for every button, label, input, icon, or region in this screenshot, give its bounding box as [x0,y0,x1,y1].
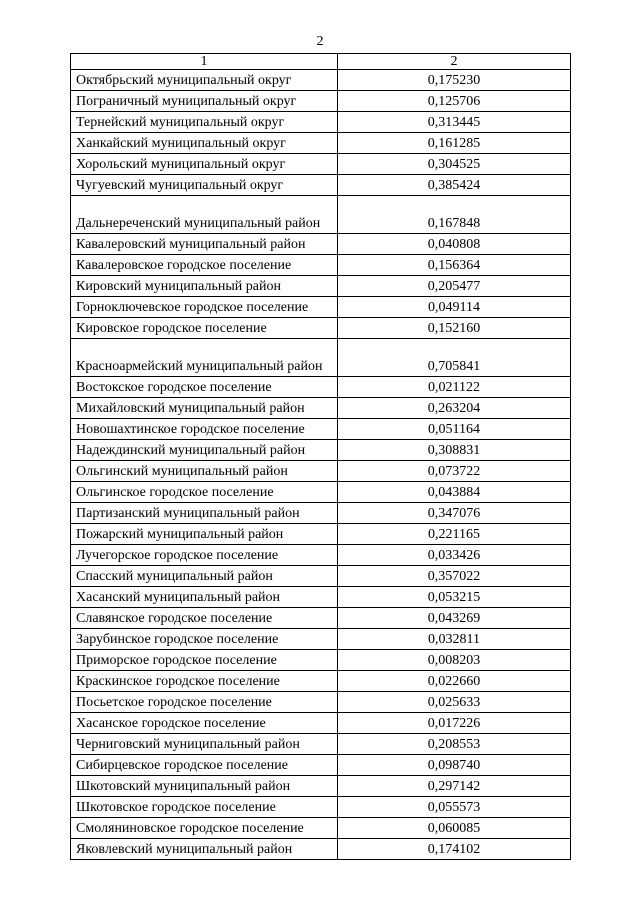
coefficient-value-cell: 0,705841 [338,339,571,377]
territory-name-cell: Надеждинский муниципальный район [71,440,338,461]
territory-name-cell: Хасанский муниципальный район [71,587,338,608]
territory-name-cell: Дальнереченский муниципальный район [71,196,338,234]
table-row [71,440,571,461]
coefficient-value-cell: 0,022660 [338,671,571,692]
table-row [71,339,571,377]
page-number: 2 [316,34,324,49]
table-row [71,318,571,339]
coefficient-value-cell: 0,174102 [338,839,571,860]
territory-name-cell: Востокское городское поселение [71,377,338,398]
territory-name-cell: Хорольский муниципальный округ [71,154,338,175]
coefficient-value-cell: 0,385424 [338,175,571,196]
coefficient-value-cell: 0,297142 [338,776,571,797]
territory-name-cell: Шкотовский муниципальный район [71,776,338,797]
coefficient-value-cell: 0,313445 [338,112,571,133]
coefficient-value-cell: 0,221165 [338,524,571,545]
table-row [71,818,571,839]
territory-name-cell: Хасанское городское поселение [71,713,338,734]
coefficient-value-cell: 0,055573 [338,797,571,818]
table-body [71,70,571,860]
coefficient-value-cell: 0,205477 [338,276,571,297]
coefficient-value-cell: 0,043884 [338,482,571,503]
coefficient-value-cell: 0,033426 [338,545,571,566]
territory-name-cell: Шкотовское городское поселение [71,797,338,818]
territory-name-cell: Сибирцевское городское поселение [71,755,338,776]
territory-name-cell: Партизанский муниципальный район [71,503,338,524]
table-row [71,276,571,297]
territory-name-cell: Краскинское городское поселение [71,671,338,692]
coefficient-value-cell: 0,208553 [338,734,571,755]
coefficient-value-cell: 0,161285 [338,133,571,154]
coefficient-value-cell: 0,043269 [338,608,571,629]
table-row [71,461,571,482]
coefficient-value-cell: 0,051164 [338,419,571,440]
territory-name-cell: Ольгинский муниципальный район [71,461,338,482]
coefficient-value-cell: 0,304525 [338,154,571,175]
table-row [71,629,571,650]
coefficient-value-cell: 0,017226 [338,713,571,734]
territory-name-cell: Черниговский муниципальный район [71,734,338,755]
territory-name-cell: Пограничный муниципальный округ [71,91,338,112]
coefficient-value-cell: 0,263204 [338,398,571,419]
territory-name-cell: Кировский муниципальный район [71,276,338,297]
coefficient-value-cell: 0,167848 [338,196,571,234]
table-row [71,566,571,587]
coefficient-value-cell: 0,125706 [338,91,571,112]
table-row [71,671,571,692]
territory-name-cell: Михайловский муниципальный район [71,398,338,419]
table-row [71,692,571,713]
coefficient-value-cell: 0,040808 [338,234,571,255]
table-row [71,482,571,503]
coefficient-value-cell: 0,357022 [338,566,571,587]
data-table [70,53,571,860]
territory-name-cell: Приморское городское поселение [71,650,338,671]
coefficient-value-cell: 0,098740 [338,755,571,776]
table-row [71,839,571,860]
coefficient-value-cell: 0,152160 [338,318,571,339]
territory-name-cell: Пожарский муниципальный район [71,524,338,545]
coefficient-value-cell: 0,025633 [338,692,571,713]
table-row [71,112,571,133]
coefficient-value-cell: 0,060085 [338,818,571,839]
column-header-2: 2 [338,54,571,70]
table-row [71,255,571,276]
table-row [71,234,571,255]
table-row [71,175,571,196]
table-row [71,91,571,112]
table-row [71,524,571,545]
territory-name-cell: Новошахтинское городское поселение [71,419,338,440]
territory-name-cell: Лучегорское городское поселение [71,545,338,566]
territory-name-cell: Кавалеровское городское поселение [71,255,338,276]
table-row [71,398,571,419]
coefficient-value-cell: 0,073722 [338,461,571,482]
coefficient-value-cell: 0,053215 [338,587,571,608]
table-row [71,545,571,566]
territory-name-cell: Горноключевское городское поселение [71,297,338,318]
coefficient-value-cell: 0,008203 [338,650,571,671]
territory-name-cell: Тернейский муниципальный округ [71,112,338,133]
coefficient-value-cell: 0,032811 [338,629,571,650]
territory-name-cell: Посьетское городское поселение [71,692,338,713]
table-row [71,713,571,734]
header-row [71,54,571,70]
column-header-1: 1 [71,54,338,70]
territory-name-cell: Смоляниновское городское поселение [71,818,338,839]
coefficient-value-cell: 0,175230 [338,70,571,91]
table-row [71,608,571,629]
table-row [71,587,571,608]
table-row [71,650,571,671]
table-row [71,776,571,797]
territory-name-cell: Кировское городское поселение [71,318,338,339]
territory-name-cell: Октябрьский муниципальный округ [71,70,338,91]
table-row [71,196,571,234]
table-row [71,419,571,440]
table-row [71,133,571,154]
table-row [71,503,571,524]
table-row [71,734,571,755]
table-row [71,70,571,91]
coefficient-value-cell: 0,347076 [338,503,571,524]
table-row [71,797,571,818]
table-row [71,297,571,318]
territory-name-cell: Яковлевский муниципальный район [71,839,338,860]
territory-name-cell: Чугуевский муниципальный округ [71,175,338,196]
coefficient-value-cell: 0,308831 [338,440,571,461]
territory-name-cell: Кавалеровский муниципальный район [71,234,338,255]
table-row [71,154,571,175]
table-row [71,755,571,776]
table-header [71,54,571,70]
table-row [71,377,571,398]
coefficient-value-cell: 0,021122 [338,377,571,398]
coefficient-value-cell: 0,156364 [338,255,571,276]
territory-name-cell: Красноармейский муниципальный район [71,339,338,377]
territory-name-cell: Ханкайский муниципальный округ [71,133,338,154]
territory-name-cell: Славянское городское поселение [71,608,338,629]
territory-name-cell: Ольгинское городское поселение [71,482,338,503]
coefficient-value-cell: 0,049114 [338,297,571,318]
territory-name-cell: Спасский муниципальный район [71,566,338,587]
territory-name-cell: Зарубинское городское поселение [71,629,338,650]
